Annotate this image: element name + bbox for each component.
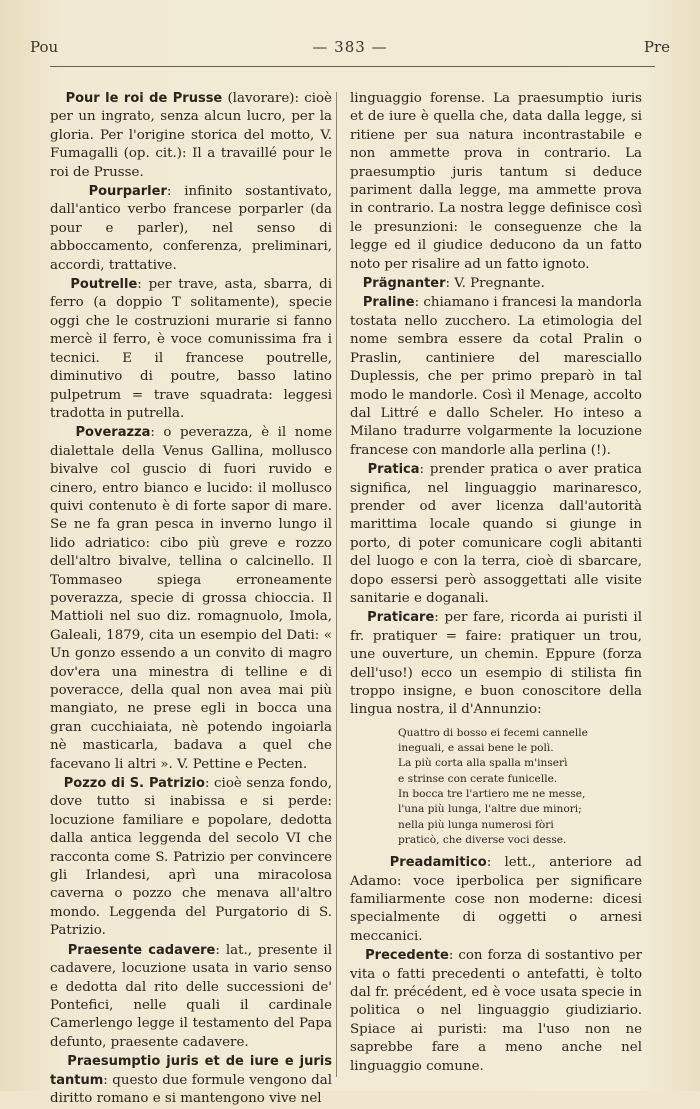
header-right-guide-word: Pre xyxy=(643,38,670,56)
entry-pragnanter xyxy=(350,275,642,293)
entry-praline xyxy=(350,294,642,460)
verse-line: l'una più lunga, l'altre due minori; xyxy=(398,803,582,816)
entry-precedente xyxy=(350,947,642,1076)
entry-praesente-cadavere xyxy=(50,942,332,1052)
left-column xyxy=(50,90,332,1109)
entry-praesumptio-juris xyxy=(50,1053,332,1108)
entry-text: : questo due formule vengono dal diritto romano e si mantengono vive nel xyxy=(50,1072,332,1106)
entry-pour-le-roi-de-prusse xyxy=(50,90,332,182)
entry-pozzo-di-s-patrizio xyxy=(50,775,332,941)
right-column xyxy=(350,90,642,1077)
column-divider xyxy=(336,92,337,1077)
headword: Praesumptio juris et de iure e juris tantum xyxy=(50,1054,332,1088)
header-rule xyxy=(50,66,655,67)
verse-line: praticò, che diverse voci desse. xyxy=(398,833,567,846)
headword: Pour le roi de Prusse xyxy=(65,91,223,106)
verse-line: nella più lunga numerosi fòri xyxy=(398,818,554,831)
entry-text: : per fare, ricorda ai puristi il fr. pratiquer = faire: pratiquer un trou, une ouverture, un chemin. Eppure (forza dell'uso!) ecco un esempio di stilista fin troppo insigne, e buon conoscitore della lingua nostra, il d'Annunzio: xyxy=(350,610,642,718)
verse-quotation xyxy=(398,726,642,848)
verse-line: e strinse con cerate funicelle. xyxy=(398,772,558,785)
headword: Pourparler xyxy=(88,184,167,200)
page-number: — 383 — xyxy=(312,38,388,56)
headword: Praline xyxy=(362,295,415,311)
entry-continuation xyxy=(350,90,642,274)
headword: Pratica xyxy=(367,462,420,478)
entry-text: : o peverazza, è il nome dialettale della Venus Gallina, mollusco bivalve col guscio di fuori ruvido e cinero, entro bianco e lucido: il mollusco quivi contenuto è di forte sapor di mare. Se ne fa gran pesca in inverno lungo il lido adriatico: cibo più greve e rozzo dell'altro bivalve, tellina o calcinello. Il Tommaseo spiega erroneamente poverazza, specie di grossa chioccia. Il Mattioli nel suo diz. romagnuolo, Imola, Galeali, 1879, cita un esempio del Dati: « Un gonzo essendo a un convito di magro dov'era una minestra di telline e di poveracce, della qual non avea mai più mangiato, ne prese egli in bocca una gran cucchiaiata, nè potendo ingoiarla nè masticarla, badava a quel che facevano li altri ». V. Pettine e Pecten. xyxy=(50,425,332,772)
entry-text: : prender pratica o aver pratica significa, nel linguaggio marinaresco, prender od aver licenza dall'autorità marittima locale quando si giunge in porto, di poter comunicare cogli abitanti del luogo e con la terra, cioè di sbarcare, dopo essersi però assoggettati alle visite sanitarie e doganali. xyxy=(350,462,642,606)
entry-pourparler xyxy=(50,183,332,275)
headword: Praticare xyxy=(367,610,435,626)
headword: Precedente xyxy=(365,948,449,964)
headword: Poutrelle xyxy=(70,277,138,293)
headword: Pozzo di S. Patrizio xyxy=(63,776,205,792)
entry-text: : chiamano i francesi la mandorla tostata nello zucchero. La etimologia del nome sembra essere da cotal Pralin o Praslin, cantiniere del maresciallo Duplessis, che per primo preparò in tal modo le mandorle. Così il Menage, accolto dal Littré e dallo Scheler. Ho inteso a Milano tradurre volgarmente la locuzione francese con mandorle alla perlina (!). xyxy=(350,295,642,458)
verse-line: In bocca tre l'artiero me ne messe, xyxy=(398,788,586,800)
headword: Poverazza xyxy=(75,425,151,441)
entry-text: : per trave, asta, sbarra, di ferro (a doppio T solitamente), specie oggi che le costruzioni murarie si fanno mercè il ferro, è voce comunissima fra i tecnici. E il francese poutrelle, diminutivo di poutre, basso latino pulpetrum = trave squadrata: leggesi tradotta in putrella. xyxy=(50,277,332,421)
entry-poutrelle xyxy=(50,276,332,423)
entry-text: : V. Pregnante. xyxy=(445,276,545,292)
entry-praticare xyxy=(350,609,642,719)
entry-text: : con forza di sostantivo per vita o fatti precedenti o antefatti, è tolto dal fr. précédent, ed è voce usata specie in politica o nel linguaggio giudiziario. Spiace ai puristi: ma l'uso non ne saprebbe fare a meno anche nel linguaggio comune. xyxy=(350,948,642,1074)
verse-line: ineguali, e assai bene le polì. xyxy=(398,742,554,755)
verse-line: La più corta alla spalla m'inserì xyxy=(398,757,568,770)
header-left-guide-word: Pou xyxy=(30,38,59,56)
headword: Prägnanter xyxy=(362,276,446,292)
headword: Praesente cadavere xyxy=(67,942,216,958)
running-header xyxy=(30,38,670,62)
entry-text: : lat., presente il cadavere, locuzione usata in vario senso e dedotta dal rito delle successioni de' Pontefici, nelle quali il cardinale Camerlengo legge il testamento del Papa defunto, praesente cadavere. xyxy=(50,942,332,1050)
verse-line: Quattro di bosso ei fecemi cannelle xyxy=(398,726,588,739)
entry-preadamitico xyxy=(350,854,642,946)
entry-text: : lett., anteriore ad Adamo: voce iperbolica per significare familiarmente cose non moderne: dicesi specialmente di oggetti o arnesi meccanici. xyxy=(350,855,642,944)
entry-text: linguaggio forense. La praesumptio iuris et de iure è quella che, data dalla legge, si ritiene per sua natura incontrastabile e non ammette prova in contrario. La praesumptio juris tantum si deduce pariment dalla legge, ma ammette prova in contrario. La nostra legge definisce così le presunzioni: le conseguenze che la legge ed il giudice deducono da un fatto noto per risalire ad un fatto ignoto. xyxy=(350,91,642,272)
entry-text: : infinito sostantivato, dall'antico verbo francese porparler (da pour e parler), nel senso di abboccamento, conferenza, preliminari, accordi, trattative. xyxy=(50,184,332,273)
entry-text: (lavorare): cioè per un ingrato, senza alcun lucro, per la gloria. Per l'origine storica del motto, V. Fumagalli (op. cit.): Il a travaillé pour le roi de Prusse. xyxy=(50,91,332,180)
headword: Preadamitico xyxy=(389,855,487,871)
entry-text: : cioè senza fondo, dove tutto si inabissa e si perde: locuzione familiare e popolare, dedotta dalla antica leggenda del secolo VI che racconta come S. Patrizio per convincere gli Irlandesi, aprì una miracolosa caverna o pozzo che menava all'altro mondo. Leggenda del Purgatorio di S. Patrizio. xyxy=(50,776,332,939)
entry-poverazza xyxy=(50,424,332,774)
entry-pratica xyxy=(350,461,642,608)
